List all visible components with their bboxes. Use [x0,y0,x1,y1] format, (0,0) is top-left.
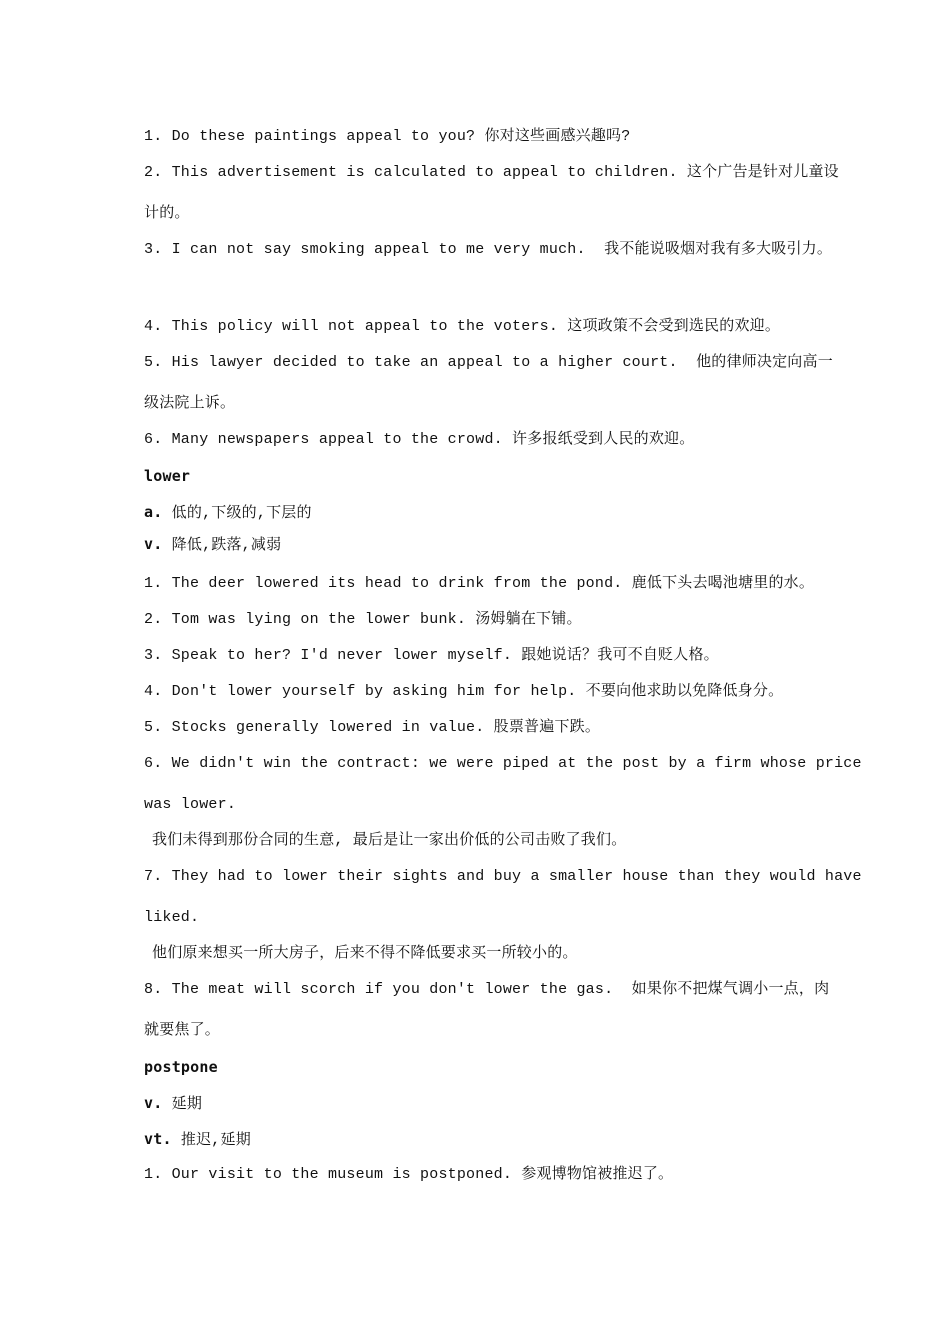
appeal-example-1: 1. Do these paintings appeal to you? 你对这些画感兴趣吗? [144,128,631,145]
lower-example-4: 4. Don't lower yourself by asking him for help. 不要向他求助以免降低身分。 [144,683,784,700]
appeal-example-6: 6. Many newspapers appeal to the crowd. 许多报纸受到人民的欢迎。 [144,431,695,448]
lower-example-3: 3. Speak to her? I'd never lower myself. 跟她说话？我可不自贬人格。 [144,647,719,664]
lower-example-7-translation: 他们原来想买一所大房子，后来不得不降低要求买一所较小的。 [152,945,578,962]
headword-lower: lower [144,467,191,485]
appeal-example-3: 3. I can not say smoking appeal to me very much. 我不能说吸烟对我有多大吸引力。 [144,241,833,258]
sense-definition: 降低,跌落,减弱 [171,537,282,554]
lower-example-7: 7. They had to lower their sights and buy a smaller house than they would have [144,868,862,885]
part-of-speech-label: vt. [144,1130,172,1148]
lower-example-1: 1. The deer lowered its head to drink from the pond. 鹿低下头去喝池塘里的水。 [144,575,815,592]
postpone-sense-transitive-verb [144,1129,810,1151]
sense-definition: 延期 [171,1096,203,1113]
sense-definition: 低的,下级的,下层的 [171,505,312,522]
lower-example-2: 2. Tom was lying on the lower bunk. 汤姆躺在下铺。 [144,611,582,628]
lower-sense-adjective [144,502,810,524]
lower-example-5: 5. Stocks generally lowered in value. 股票普遍下跌。 [144,719,601,736]
lower-example-6-translation: 我们未得到那份合同的生意, 最后是让一家出价低的公司击败了我们。 [152,832,627,849]
appeal-example-2: 2. This advertisement is calculated to appeal to children. 这个广告是针对儿童设 [144,164,839,181]
part-of-speech-label: v. [144,535,163,553]
part-of-speech-label: v. [144,1094,163,1112]
lower-sense-verb [144,534,810,556]
lower-example-6: 6. We didn't win the contract: we were piped at the post by a firm whose price [144,755,862,772]
lower-example-8-continued: 就要焦了。 [144,1022,221,1039]
headword-postpone: postpone [144,1058,218,1076]
appeal-example-2-continued: 计的。 [144,205,190,222]
appeal-example-5: 5. His lawyer decided to take an appeal to a higher court. 他的律师决定向高一 [144,354,833,371]
appeal-example-4: 4. This policy will not appeal to the voters. 这项政策不会受到选民的欢迎。 [144,318,781,335]
part-of-speech-label: a. [144,503,163,521]
postpone-example-1: 1. Our visit to the museum is postponed. 参观博物馆被推迟了。 [144,1166,674,1183]
postpone-sense-verb [144,1093,810,1115]
sense-definition: 推迟,延期 [180,1132,251,1149]
appeal-example-5-continued: 级法院上诉。 [144,395,236,412]
lower-example-7-continued: liked. [144,909,200,926]
lower-example-8: 8. The meat will scorch if you don't lower the gas. 如果你不把煤气调小一点，肉 [144,981,830,998]
lower-example-6-continued: was lower. [144,796,237,813]
